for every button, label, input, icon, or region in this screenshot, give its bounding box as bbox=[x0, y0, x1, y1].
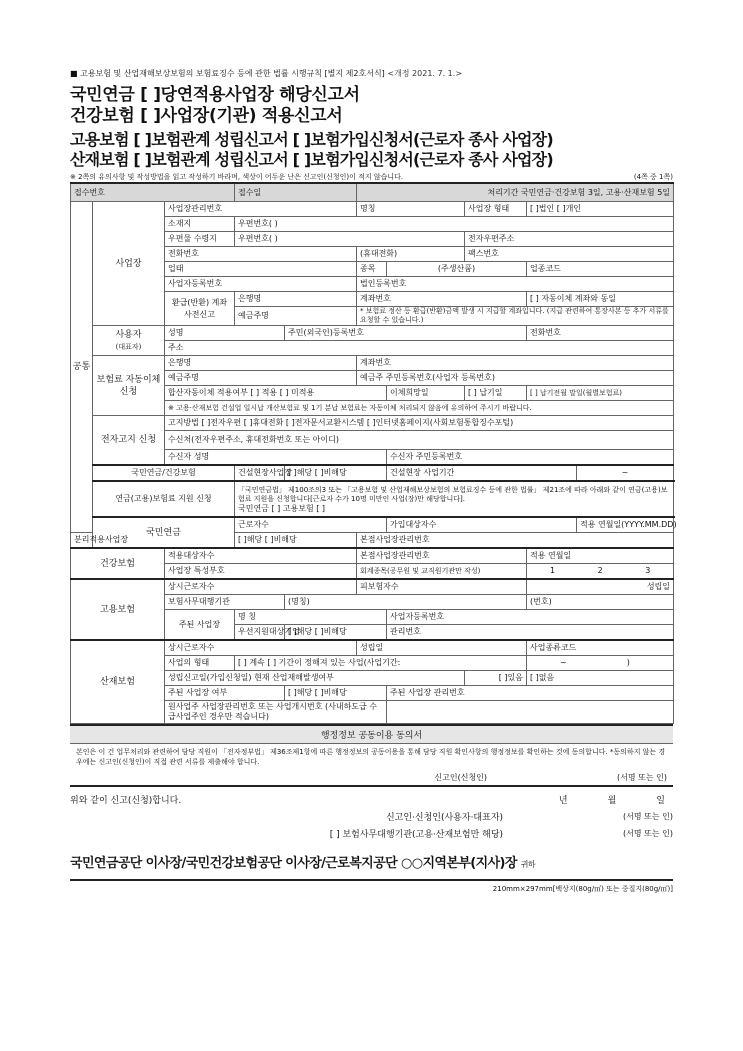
emp-main-biz-no-field[interactable]: 사업자등록번호 bbox=[387, 610, 674, 625]
support-label: 연금(고용)보험료 지원 신청 bbox=[93, 481, 235, 517]
title-pension: 국민연금 [ ]당연적용사업장 해당신고서 bbox=[70, 85, 360, 105]
consent-signature[interactable]: 신고인(신청인) (서명 또는 인) bbox=[434, 773, 667, 782]
pension-label: 국민연금 bbox=[93, 517, 235, 548]
refund-bank-field[interactable]: 은행명 bbox=[235, 292, 357, 307]
combined-debit-options[interactable]: 합산자동이체 적용여부 [ ] 적용 [ ] 미적용 bbox=[165, 386, 387, 401]
ind-regular-field[interactable]: 상시근로자수 bbox=[165, 640, 357, 656]
email-field[interactable]: 전자우편주소 bbox=[465, 232, 674, 247]
paper-spec: 210mm×297mm[백상지(80g/㎡) 또는 중질지(80g/㎡)] bbox=[70, 879, 673, 894]
health-head-no-field[interactable]: 본점사업장관리번호 bbox=[357, 548, 527, 564]
corp-reg-no-field[interactable]: 법인등록번호 bbox=[357, 277, 674, 292]
mobile-field[interactable]: (휴대전화) bbox=[357, 247, 465, 262]
declaration bbox=[70, 791, 673, 842]
pension-branch-label: 분리적용사업장 bbox=[71, 533, 93, 549]
workplace-type-label: 사업장 형태 bbox=[465, 202, 527, 217]
declaration-date[interactable]: 년 월 일 bbox=[558, 796, 665, 806]
emp-priority-options[interactable]: [ ]해당 [ ]비해당 bbox=[285, 625, 387, 641]
employer-phone-field[interactable]: 전화번호 bbox=[527, 326, 674, 341]
np-hi-label: 국민연금/건강보험 bbox=[93, 465, 235, 481]
health-date-field[interactable]: 적용 연월일 bbox=[527, 548, 674, 564]
pension-branch-options[interactable]: [ ]해당 [ ]비해당 bbox=[235, 533, 357, 549]
agency-label[interactable]: [ ] 보험사무대행기관(고용·산재보험만 해당) bbox=[329, 830, 504, 840]
emp-agency-no-field[interactable]: (번호) bbox=[527, 595, 674, 610]
phone-field[interactable]: 전화번호 bbox=[165, 247, 357, 262]
business-type-field[interactable]: 업태 bbox=[165, 262, 357, 277]
pension-workers-field[interactable]: 근로자수 bbox=[235, 517, 387, 533]
ind-form-options[interactable]: [ ] 계속 [ ] 기간이 정해져 있는 사업(사업기간: bbox=[235, 656, 527, 671]
ind-established-field[interactable]: 성립일 bbox=[357, 640, 527, 656]
recipient-name-field[interactable]: 수신자 성명 bbox=[165, 450, 387, 466]
emp-main-name-field[interactable]: 명 칭 bbox=[235, 610, 387, 625]
emp-agency-label: 보험사무대행기관 bbox=[165, 595, 285, 610]
receipt-row bbox=[71, 183, 674, 202]
autodebit-bank-field[interactable]: 은행명 bbox=[165, 356, 357, 371]
autodebit-label: 보험료 자동이체신청 bbox=[93, 356, 165, 416]
emp-mgmt-no-field[interactable]: 관리번호 bbox=[387, 625, 674, 641]
construction-period-field[interactable]: ~ bbox=[577, 465, 674, 481]
due-date-checkbox[interactable]: [ ] 납기일 bbox=[465, 386, 527, 401]
revision-date: <개정 2021. 7. 1.> bbox=[387, 69, 463, 78]
construction-site-label: 건설현장사업장 bbox=[235, 465, 285, 481]
pension-covered-field[interactable]: 가입대상자수 bbox=[387, 517, 577, 533]
receipt-date: 접수일 bbox=[235, 183, 357, 202]
main-form-table bbox=[70, 182, 677, 724]
employer-label: 사용자 (대표자) bbox=[93, 326, 165, 356]
support-options[interactable]: 국민연금 [ ] 고용보험 [ ] bbox=[238, 503, 326, 513]
support-text: 「국민연금법」 제100조의3 또는 「고용보험 및 산업재해보상보험의 보험료징수 등에 관한 법률」 제21조에 따라 아래와 같이 연금(고용)보험료 지원을 신청합니다[근로자 수가 10명 미만인 사업(장)만 해당합니다]. 국민연금 [ ] 고용보험 [ ] bbox=[235, 481, 674, 517]
main-product-field[interactable]: (주생산품) bbox=[387, 262, 527, 277]
ind-category-field[interactable]: 사업종류코드 bbox=[527, 640, 674, 656]
health-covered-field[interactable]: 적용대상자수 bbox=[165, 548, 357, 564]
page-count: (4쪽 중 1쪽) bbox=[633, 173, 673, 181]
employer-rrn-field[interactable]: 주민(외국인)등록번호 bbox=[285, 326, 527, 341]
receipt-number: 접수번호 bbox=[71, 183, 235, 202]
employer-name-field[interactable]: 성명 bbox=[165, 326, 285, 341]
consent-body: 본인은 이 건 업무처리와 관련하여 담당 직원이 「전자정부법」 제36조제1항에 따른 행정정보의 공동이용을 통해 담당 직원 확인사항의 행정정보를 확인하는 것에 동의합니다. *동의하지 않는 경우에는 신고인(신청인)이 직접 관련 서류를 제출해야 합니다. bbox=[76, 748, 666, 766]
desired-date-label: 이체희망일 bbox=[387, 386, 465, 401]
industrial-label: 산재보험 bbox=[71, 640, 165, 724]
construction-site-options[interactable]: [ ]해당 [ ]비해당 bbox=[285, 465, 387, 481]
employer-address-field[interactable]: 주소 bbox=[165, 341, 674, 356]
emp-regular-field[interactable]: 상시근로자수 bbox=[165, 579, 357, 595]
construction-period-label: 건설현장 사업기간 bbox=[387, 465, 577, 481]
workplace-mgmt-no-field[interactable]: 사업장관리번호 bbox=[165, 202, 357, 217]
refund-account-label: 환급(반환) 계좌 사전신고 bbox=[165, 292, 235, 326]
title-employment: 고용보험 [ ]보험관계 성립신고서 [ ]보험가입신청서(근로자 종사 사업장) bbox=[70, 130, 553, 149]
mail-zip-field[interactable]: 우편번호( ) bbox=[235, 232, 465, 247]
industry-code-field[interactable]: 업종코드 bbox=[527, 262, 674, 277]
form-page bbox=[70, 68, 677, 894]
autodebit-note: ※ 고용·산재보험 건설업 일시납 개산보험료 및 1기 분납 보험료는 자동이체 처리되지 않음에 유의하여 주시기 바랍니다. bbox=[165, 401, 674, 416]
consent-title: 행정정보 공동이용 동의서 bbox=[70, 726, 673, 744]
before-month-checkbox[interactable]: [ ] 납기전월 말일(월별보험료) bbox=[527, 386, 674, 401]
emp-insured-field[interactable]: 피보험자수 bbox=[357, 579, 527, 595]
title-industrial: 산재보험 [ ]보험관계 성립신고서 [ ]보험가입신청서(근로자 종사 사업장) bbox=[70, 150, 553, 169]
ind-accident-yes[interactable]: [ ]있음 bbox=[465, 671, 527, 686]
agency-signature[interactable]: (서명 또는 인) bbox=[623, 829, 673, 838]
item-field[interactable]: 종목 bbox=[357, 262, 387, 277]
autodebit-account-field[interactable]: 계좌번호 bbox=[357, 356, 674, 371]
pension-date-field[interactable]: 적용 연월일(YYYY.MM.DD) bbox=[577, 517, 674, 533]
emp-established-field[interactable]: 성립일 bbox=[527, 579, 674, 595]
emp-priority-label: 우선지원대상기업 bbox=[235, 625, 285, 641]
reporter-label: 신고인·신청인(사용자·대표자) bbox=[385, 813, 504, 823]
autodebit-holder-field[interactable]: 예금주명 bbox=[165, 371, 357, 386]
workplace-type-options[interactable]: [ ]법인 [ ]개인 bbox=[527, 202, 674, 217]
legal-basis-note: ■ 고용보험 및 산업재해보상보험의 보험료징수 등에 관한 법률 시행규칙 [별지 제2호서식] <개정 2021. 7. 1.> bbox=[70, 69, 463, 78]
ind-form-period[interactable]: ~ ) bbox=[527, 656, 674, 671]
common-label: 공통 bbox=[71, 202, 93, 533]
recipient-rrn-field[interactable]: 수신자 주민등록번호 bbox=[387, 450, 674, 466]
fax-field[interactable]: 팩스번호 bbox=[465, 247, 674, 262]
declaration-text: 위와 같이 신고(신청)합니다. bbox=[70, 796, 182, 806]
ind-origin-field[interactable]: 원사업주 사업장관리번호 또는 사업개시번호 (사내하도급 수급사업주인 경우만 적습니다) bbox=[165, 701, 387, 724]
health-feature-field[interactable]: 사업장 특성부호 bbox=[165, 564, 357, 580]
biz-reg-no-field[interactable]: 사업자등록번호 bbox=[165, 277, 357, 292]
processing-period: 처리기간 국민연금·건강보험 3일, 고용·산재보험 5일 bbox=[357, 183, 674, 202]
mail-address-label: 우편물 수령지 bbox=[165, 232, 235, 247]
health-label: 건강보험 bbox=[71, 548, 165, 579]
emp-main-ws-label: 주된 사업장 bbox=[165, 610, 235, 641]
notice-method-options[interactable]: 고지방법 [ ]전자우편 [ ]휴대전화 [ ]전자문서교환시스템 [ ]인터넷홈페이지(사회보험통합징수포털) bbox=[165, 416, 674, 431]
workplace-label: 사업장 bbox=[93, 202, 165, 326]
recipient-field[interactable]: 수신처(전자우편주소, 휴대전화번호 또는 아이디) bbox=[165, 431, 674, 450]
health-acct-options[interactable]: 1 2 3 bbox=[527, 564, 674, 580]
title-health: 건강보험 [ ]사업장(기관) 적용신고서 bbox=[70, 106, 343, 126]
ind-main-mgmt-field[interactable]: 주된 사업장 관리번호 bbox=[387, 686, 674, 701]
ind-main-ws-options[interactable]: [ ]해당 [ ]비해당 bbox=[285, 686, 387, 701]
address-label: 소재지 bbox=[165, 217, 235, 232]
emp-agency-name-field[interactable]: (명칭) bbox=[285, 595, 527, 610]
refund-note: * 보험료 정산 등 환급(반환)금액 발생 시 지급할 계좌입니다. (지급 관련하여 통장사본 등 추가 서류를 요청할 수 있습니다.) bbox=[357, 307, 674, 326]
refund-holder-field[interactable]: 예금주명 bbox=[235, 307, 357, 326]
workplace-name-field[interactable]: 명칭 bbox=[357, 202, 465, 217]
reporter-signature[interactable]: (서명 또는 인) bbox=[623, 812, 673, 821]
refund-account-field[interactable]: 계좌번호 bbox=[357, 292, 527, 307]
address-zip-field[interactable]: 우편번호( ) bbox=[235, 217, 674, 232]
ind-form-label: 사업의 형태 bbox=[165, 656, 235, 671]
ind-main-ws-label: 주된 사업장 여부 bbox=[165, 686, 285, 701]
electronic-notice-label: 전자고지 신청 bbox=[93, 416, 165, 466]
employment-label: 고용보험 bbox=[71, 579, 165, 640]
consent-section bbox=[70, 724, 673, 787]
autodebit-holder-rrn-field[interactable]: 예금주 주민등록번호(사업자 등록번호) bbox=[357, 371, 674, 386]
same-as-autodebit-checkbox[interactable]: [ ] 자동이체 계좌와 동일 bbox=[527, 292, 674, 307]
addressee: 국민연금공단 이사장/국민건강보험공단 이사장/근로복지공단 ○○지역본부(지사)장 귀하 bbox=[70, 856, 536, 871]
ind-accident-no[interactable]: [ ]없음 bbox=[527, 671, 674, 686]
instruction-note: ※ 2쪽의 유의사항 및 작성방법을 읽고 작성하기 바라며, 색상이 어두운 난은 신고인(신청인)이 적지 않습니다. (4쪽 중 1쪽) bbox=[70, 173, 673, 181]
ind-accident-label: 성립신고일(가입신청일) 현재 산업재해발생여부 bbox=[165, 671, 465, 686]
pension-head-no-field[interactable]: 본점사업장관리번호 bbox=[357, 533, 674, 549]
health-acct-label: 회계종목(공무원 및 교직원기관만 작성) bbox=[357, 564, 527, 580]
